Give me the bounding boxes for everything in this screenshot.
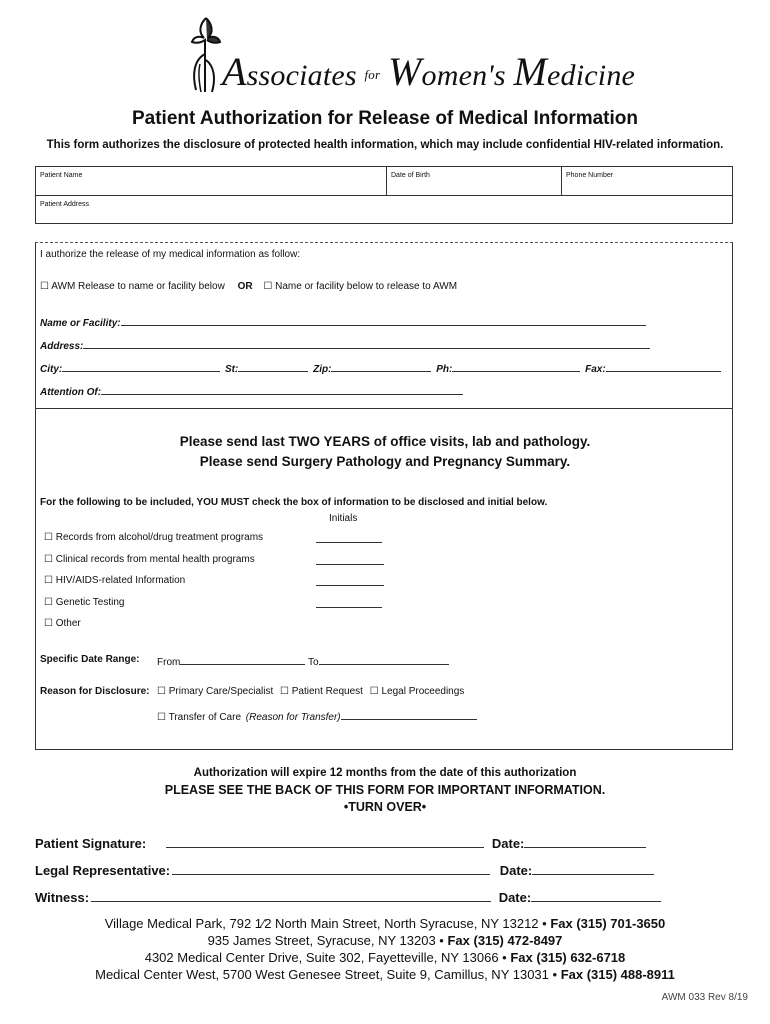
iris-logo-icon — [188, 14, 224, 94]
disclosure-item: ☐ Clinical records from mental health programs — [44, 554, 255, 565]
date-range-label: Specific Date Range: — [40, 654, 140, 665]
initials-line-alcohol-drug[interactable] — [316, 532, 382, 543]
city-row: City: St: Zip: Ph: Fax: — [40, 361, 721, 375]
office-address: 4302 Medical Center Drive, Suite 302, Fayetteville, NY 13066 • Fax (315) 632-6718 — [144, 950, 626, 965]
checkbox-hiv-aids[interactable]: ☐ — [44, 575, 53, 586]
attention-line[interactable] — [101, 384, 463, 395]
checkbox-transfer-of-care[interactable]: ☐ — [157, 712, 166, 723]
office-address: Medical Center West, 5700 West Genesee Street, Suite 9, Camillus, NY 13031 • Fax (315) 488-8911 — [95, 967, 675, 982]
disclosure-instruction: For the following to be included, YOU MUST check the box of information to be disclosed and initial below. — [40, 497, 548, 508]
date-range-fields: From To — [157, 654, 449, 668]
attention-row: Attention Of: — [40, 384, 463, 398]
form-description: This form authorizes the disclosure of protected health information, which may include confidential HIV-related information. — [46, 139, 724, 151]
name-facility-row: Name or Facility: — [40, 315, 646, 329]
city-line[interactable] — [62, 361, 220, 372]
phone-number-field[interactable]: Phone Number — [561, 167, 734, 195]
disclosure-item: ☐ HIV/AIDS-related Information — [44, 575, 186, 586]
revision-label: AWM 033 Rev 8/19 — [661, 992, 748, 1003]
patient-name-field[interactable]: Patient Name — [40, 172, 83, 179]
patient-signature-line[interactable] — [166, 835, 484, 848]
initials-line-genetic-testing[interactable] — [316, 597, 382, 608]
witness-row: Witness: Date: — [35, 889, 661, 905]
checkbox-awm-release[interactable]: ☐ — [40, 281, 49, 292]
disclosure-item: ☐ Records from alcohol/drug treatment programs — [44, 532, 264, 543]
logo-wordmark: Associates $^{for}$ Women's Medicine — [222, 49, 636, 94]
turn-over-notice: •TURN OVER• — [343, 800, 427, 814]
address-row: Address: — [40, 338, 650, 352]
patient-address-field[interactable]: Patient Address — [40, 201, 90, 208]
witness-date-line[interactable] — [531, 889, 661, 902]
release-intro: I authorize the release of my medical information as follow: — [40, 249, 301, 260]
patient-date-line[interactable] — [524, 835, 646, 848]
legal-representative-row: Legal Representative: Date: — [35, 862, 654, 878]
checkbox-primary-care[interactable]: ☐ — [157, 686, 166, 697]
date-to-line[interactable] — [319, 654, 449, 665]
patient-signature-row: Patient Signature: Date: — [35, 835, 646, 851]
transfer-row: ☐ Transfer of Care (Reason for Transfer) — [157, 709, 477, 723]
checkbox-release-to-awm[interactable]: ☐ — [263, 281, 273, 292]
office-address: 935 James Street, Syracuse, NY 13203 • Fax (315) 472-8497 — [207, 933, 563, 948]
zip-line[interactable] — [331, 361, 431, 372]
witness-signature-line[interactable] — [91, 889, 491, 902]
see-back-notice: PLEASE SEE THE BACK OF THIS FORM FOR IMPORTANT INFORMATION. — [164, 783, 606, 797]
checkbox-genetic-testing[interactable]: ☐ — [44, 597, 53, 608]
state-line[interactable] — [238, 361, 308, 372]
legal-signature-line[interactable] — [172, 862, 490, 875]
date-from-line[interactable] — [180, 654, 305, 665]
date-of-birth-field[interactable]: Date of Birth — [386, 167, 561, 195]
reason-label: Reason for Disclosure: — [40, 686, 150, 697]
checkbox-mental-health[interactable]: ☐ — [44, 554, 53, 565]
legal-date-line[interactable] — [532, 862, 654, 875]
patient-info-box — [35, 166, 733, 224]
disclosure-item: ☐ Other — [44, 618, 81, 629]
reason-options: ☐ Primary Care/Specialist ☐ Patient Request ☐ Legal Proceedings — [157, 686, 465, 697]
checkbox-patient-request[interactable]: ☐ — [280, 686, 289, 697]
address-line[interactable] — [83, 338, 650, 349]
checkbox-other[interactable]: ☐ — [44, 618, 53, 629]
checkbox-legal-proceedings[interactable]: ☐ — [369, 686, 379, 697]
checkbox-alcohol-drug[interactable]: ☐ — [44, 532, 53, 543]
fax-line[interactable] — [606, 361, 721, 372]
form-title: Patient Authorization for Release of Medical Information — [131, 108, 638, 129]
send-request-line2: Please send Surgery Pathology and Pregnancy Summary. — [199, 454, 571, 469]
transfer-reason-line[interactable] — [341, 709, 477, 720]
phone-line[interactable] — [452, 361, 580, 372]
initials-label: Initials — [329, 513, 358, 524]
expiry-notice: Authorization will expire 12 months from the date of this authorization — [193, 767, 577, 779]
initials-line-hiv-aids[interactable] — [316, 575, 384, 586]
disclosure-item: ☐ Genetic Testing — [44, 597, 125, 608]
send-request-line1: Please send last TWO YEARS of office visits, lab and pathology. — [179, 434, 591, 449]
name-facility-line[interactable] — [121, 315, 646, 326]
office-address: Village Medical Park, 792 1⁄2 North Main Street, North Syracuse, NY 13212 • Fax (315) 701-3650 — [104, 916, 666, 931]
release-options: ☐ AWM Release to name or facility below OR ☐ Name or facility below to release to AWM — [40, 281, 458, 292]
initials-line-mental-health[interactable] — [316, 554, 384, 565]
